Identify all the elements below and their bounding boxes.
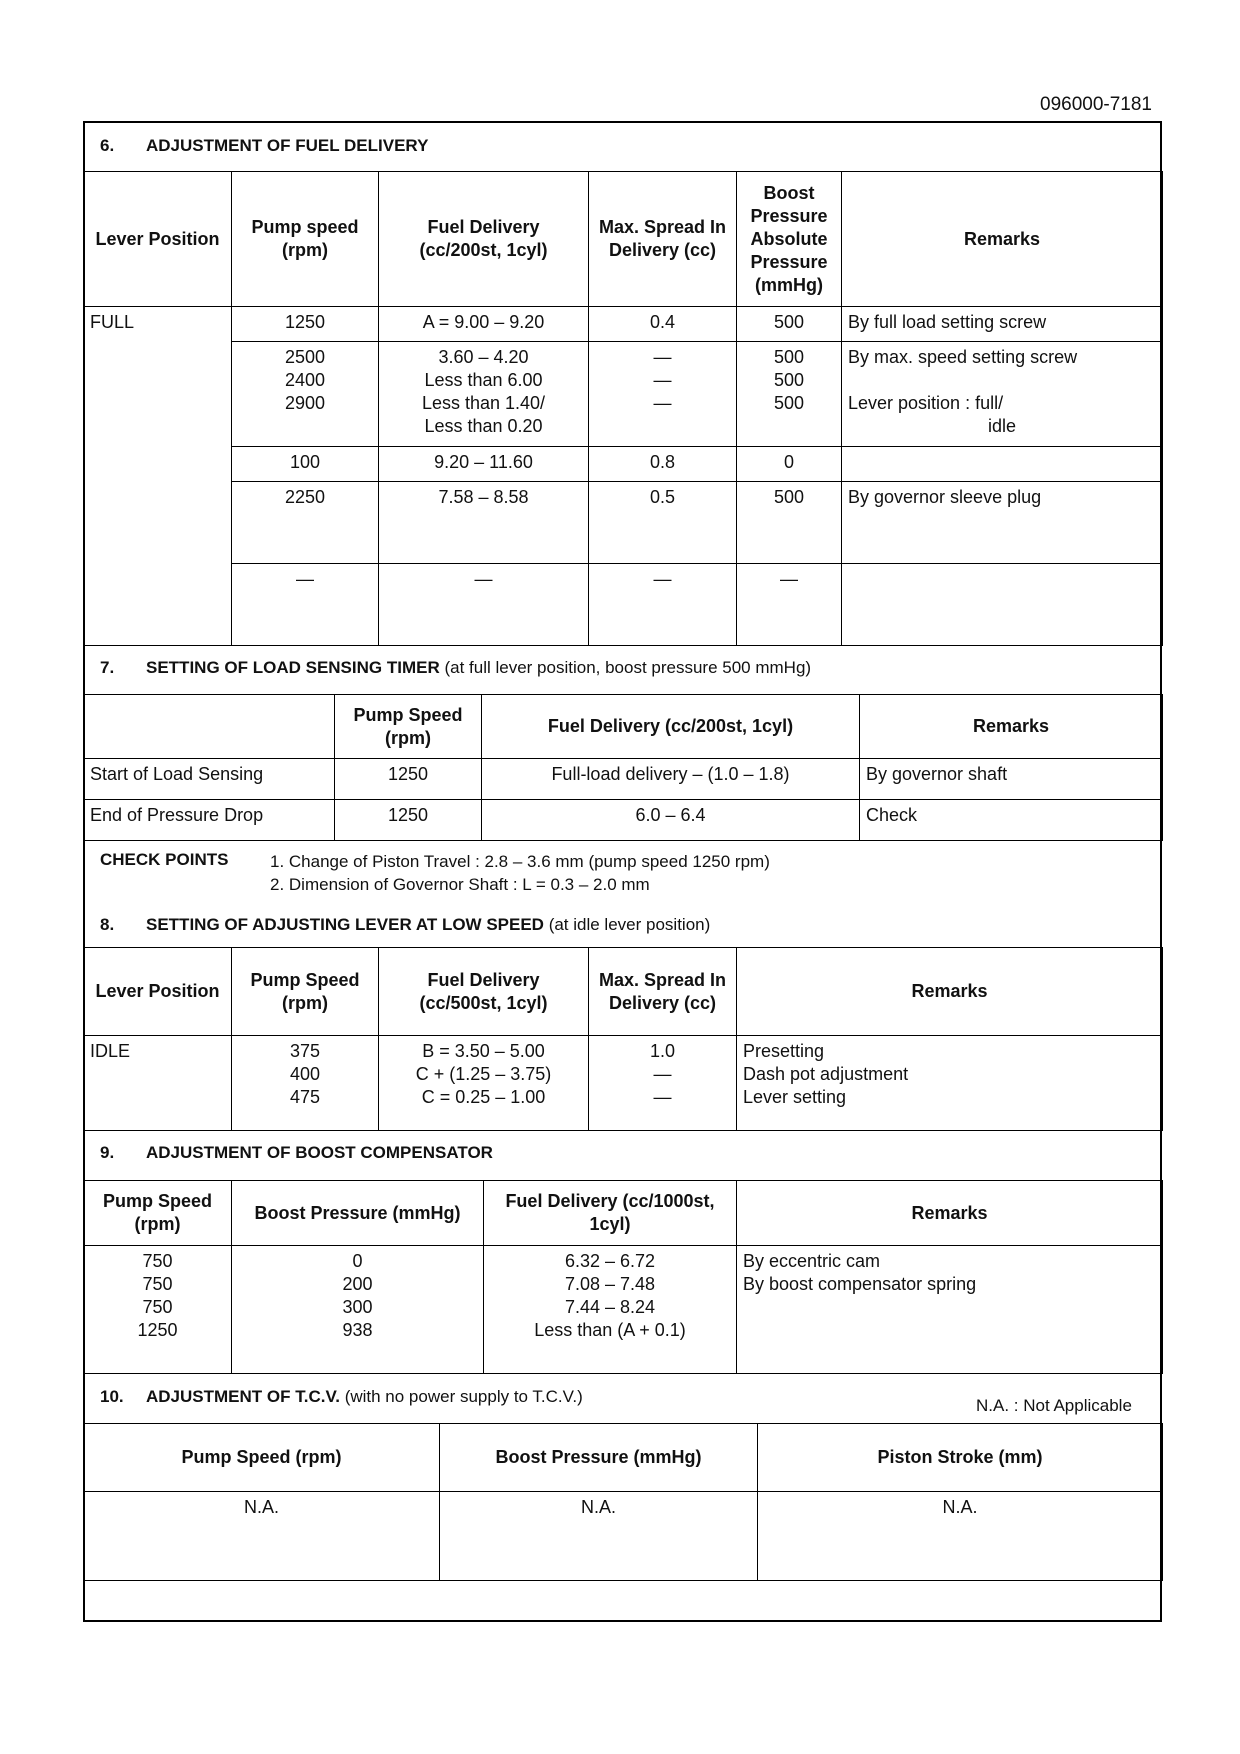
table-row: N.A. N.A. N.A. <box>84 1492 1163 1581</box>
table-row: Start of Load Sensing 1250 Full-load delivery – (1.0 – 1.8) By governor shaft <box>84 759 1163 800</box>
section-8-title: 8. SETTING OF ADJUSTING LEVER AT LOW SPEED (at idle lever position) <box>100 915 711 934</box>
header-remarks: Remarks <box>842 172 1163 307</box>
header-fuel-delivery: Fuel Delivery (cc/200st, 1cyl) <box>379 172 589 307</box>
check-point-item: 1. Change of Piston Travel : 2.8 – 3.6 mm (pump speed 1250 rpm) <box>270 852 770 871</box>
section-6-title: 6. ADJUSTMENT OF FUEL DELIVERY <box>100 136 429 155</box>
lever-position-cell: FULL <box>84 307 232 646</box>
header-pump-speed: Pump Speed (rpm) <box>335 695 482 759</box>
table-row: 750 750 750 1250 0 200 300 938 6.32 – 6.72 7.08 – 7.48 7.44 – 8.24 Less than (A + 0.1) By eccentric cam By boost compensator spring <box>84 1246 1163 1374</box>
table-row: FULL 1250 A = 9.00 – 9.20 0.4 500 By full load setting screw <box>84 307 1163 342</box>
na-note: N.A. : Not Applicable <box>976 1396 1132 1415</box>
check-point-item: 2. Dimension of Governor Shaft : L = 0.3 – 2.0 mm <box>270 875 650 894</box>
section-10-title: 10. ADJUSTMENT OF T.C.V. (with no power supply to T.C.V.) <box>100 1387 583 1406</box>
adjusting-lever-table: Lever Position Pump Speed (rpm) Fuel Delivery (cc/500st, 1cyl) Max. Spread In Delivery (cc) Remarks IDLE 375 400 475 B = 3.50 – 5.00 C + (1.25 – 3.75) C = 0.25 – 1.00 1.0 — — Presetting Dash pot adjustment Lever setting <box>83 947 1163 1131</box>
section-7-title: 7. SETTING OF LOAD SENSING TIMER (at full lever position, boost pressure 500 mmHg) <box>100 658 812 677</box>
header-boost-pressure: Boost Pressure Absolute Pressure (mmHg) <box>737 172 842 307</box>
header-pump-speed: Pump speed (rpm) <box>232 172 379 307</box>
table-row: 100 9.20 – 11.60 0.8 0 <box>84 447 1163 482</box>
section-9-title: 9. ADJUSTMENT OF BOOST COMPENSATOR <box>100 1143 493 1162</box>
boost-compensator-table: Pump Speed (rpm) Boost Pressure (mmHg) Fuel Delivery (cc/1000st, 1cyl) Remarks 750 750 750 1250 0 200 300 938 6.32 – 6.72 7.08 – 7.48 7.44 – 8.24 Less than (A + 0.1) By eccentric cam By boost compensator spring <box>83 1180 1163 1374</box>
table-row: IDLE 375 400 475 B = 3.50 – 5.00 C + (1.25 – 3.75) C = 0.25 – 1.00 1.0 — — Presetting Dash pot adjustment Lever setting <box>84 1036 1163 1131</box>
tcv-table: Pump Speed (rpm) Boost Pressure (mmHg) Piston Stroke (mm) N.A. N.A. N.A. <box>83 1423 1163 1581</box>
table-row: — — — — <box>84 564 1163 646</box>
header-fuel-delivery: Fuel Delivery (cc/200st, 1cyl) <box>482 695 860 759</box>
table-row: 2250 7.58 – 8.58 0.5 500 By governor sleeve plug <box>84 482 1163 564</box>
load-sensing-timer-table <box>83 694 1163 841</box>
header-remarks: Remarks <box>860 695 1163 759</box>
header-lever-position: Lever Position <box>84 172 232 307</box>
table-row: 2500 2400 2900 3.60 – 4.20 Less than 6.00 Less than 1.40/ Less than 0.20 — — — 500 500 500 By max. speed setting screw Lever position : full/ idle <box>84 342 1163 447</box>
header-max-spread: Max. Spread In Delivery (cc) <box>589 172 737 307</box>
fuel-delivery-table <box>83 171 1163 646</box>
table-row: End of Pressure Drop 1250 6.0 – 6.4 Check <box>84 800 1163 841</box>
document-number: 096000-7181 <box>1040 94 1152 115</box>
